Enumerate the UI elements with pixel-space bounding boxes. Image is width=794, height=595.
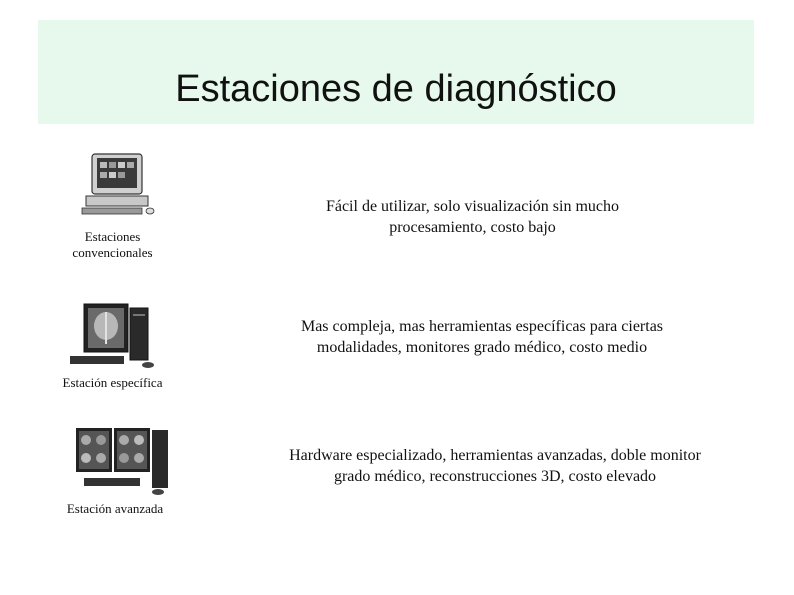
- title-banner: [38, 20, 754, 124]
- description-advanced: Hardware especializado, herramientas avanzadas, doble monitor grado médico, reconstrucciones 3D, costo elevado: [289, 447, 701, 485]
- description-specific: Mas compleja, mas herramientas específicas para ciertas modalidades, monitores grado médico, costo medio: [300, 318, 664, 356]
- medical-workstation-icon: [68, 302, 160, 370]
- dual-monitor-workstation-icon: [74, 426, 172, 496]
- desktop-computer-icon: [78, 152, 160, 217]
- caption-conventional: Estaciones convencionales: [72, 229, 153, 260]
- caption-advanced: Estación avanzada: [66, 501, 164, 516]
- description-conventional: Fácil de utilizar, solo visualización sin mucho procesamiento, costo bajo: [325, 198, 620, 236]
- caption-specific: Estación específica: [62, 375, 163, 390]
- slide-title: Estaciones de diagnóstico: [175, 68, 617, 110]
